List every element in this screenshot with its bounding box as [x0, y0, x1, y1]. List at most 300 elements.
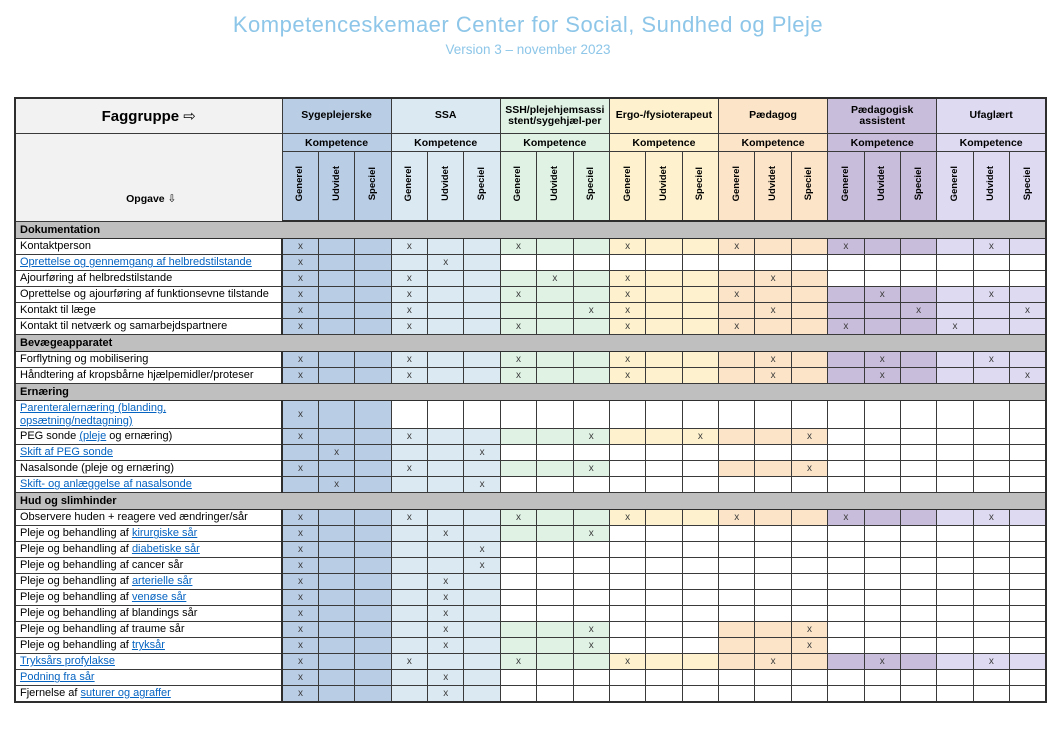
faggruppe-label: Faggruppe: [101, 108, 180, 125]
level-label: Generel: [621, 165, 633, 202]
competence-cell-p-dagog-udvidet: [755, 445, 791, 461]
competence-cell-p-dagogisk-assistent-speciel: [900, 319, 936, 335]
competence-cell-ssh-plejehjemsassistent-sygehj-l-per-speciel: [573, 239, 609, 255]
competence-cell-sygeplejerske-udvidet: [318, 686, 354, 702]
competence-cell-ssh-plejehjemsassistent-sygehj-l-per-udvidet: [537, 654, 573, 670]
competence-cell-p-dagog-udvidet: x: [755, 271, 791, 287]
competence-cell-p-dagog-udvidet: [755, 590, 791, 606]
level-header-ufagl-rt-udvidet: [973, 152, 1009, 222]
competence-cell-p-dagogisk-assistent-generel: [828, 638, 864, 654]
competence-cell-p-dagogisk-assistent-speciel: [900, 477, 936, 493]
task-row: [15, 558, 1046, 574]
competence-cell-sygeplejerske-udvidet: [318, 526, 354, 542]
competence-cell-ssa-generel: x: [391, 303, 427, 319]
competence-cell-ufagl-rt-udvidet: x: [973, 352, 1009, 368]
competence-cell-ufagl-rt-generel: [937, 574, 973, 590]
competence-cell-ssh-plejehjemsassistent-sygehj-l-per-speciel: [573, 271, 609, 287]
competence-cell-p-dagogisk-assistent-generel: [828, 429, 864, 445]
task-link[interactable]: Skift- og anlæggelse af nasalsonde: [20, 478, 192, 491]
task-link[interactable]: suturer og agraffer: [80, 687, 171, 699]
competence-cell-ergo-fysioterapeut-speciel: [682, 319, 718, 335]
competence-cell-ssh-plejehjemsassistent-sygehj-l-per-udvidet: [537, 445, 573, 461]
competence-cell-p-dagogisk-assistent-generel: [828, 654, 864, 670]
competence-cell-ufagl-rt-udvidet: [973, 686, 1009, 702]
section-row-bev-geapparatet: [15, 335, 1046, 352]
competence-cell-p-dagog-generel: [719, 590, 755, 606]
competence-cell-ssa-generel: x: [391, 319, 427, 335]
competence-cell-ssh-plejehjemsassistent-sygehj-l-per-speciel: [573, 670, 609, 686]
kompetence-header-ssh-plejehjemsassistent-sygehj-l-per: Kompetence: [500, 134, 609, 152]
competence-cell-p-dagog-speciel: [791, 319, 827, 335]
competence-cell-sygeplejerske-speciel: [355, 401, 391, 429]
competence-cell-p-dagog-generel: [719, 429, 755, 445]
section-row-dokumentation: [15, 221, 1046, 239]
competence-cell-ssa-udvidet: [428, 401, 464, 429]
task-row: [15, 526, 1046, 542]
competence-cell-ufagl-rt-speciel: [1010, 574, 1047, 590]
competence-cell-p-dagogisk-assistent-generel: [828, 686, 864, 702]
task-text: Forflytning og mobilisering: [20, 353, 149, 366]
competence-cell-p-dagogisk-assistent-generel: [828, 255, 864, 271]
group-header-ergo-fysioterapeut: Ergo-/fysioterapeut: [609, 98, 718, 134]
task-link[interactable]: Tryksårs profylakse: [20, 655, 115, 668]
level-label: Speciel: [1021, 166, 1033, 201]
section-label: Ernæring: [15, 384, 1046, 401]
competence-cell-p-dagog-speciel: [791, 445, 827, 461]
competence-cell-p-dagog-speciel: x: [791, 429, 827, 445]
competence-cell-ufagl-rt-generel: [937, 271, 973, 287]
competence-cell-p-dagog-udvidet: [755, 239, 791, 255]
competence-cell-p-dagogisk-assistent-speciel: [900, 574, 936, 590]
down-arrow-icon: ⇩: [167, 192, 177, 205]
competence-cell-ufagl-rt-speciel: [1010, 654, 1047, 670]
level-header-ssh-plejehjemsassistent-sygehj-l-per-udvidet: [537, 152, 573, 222]
competence-cell-sygeplejerske-udvidet: [318, 255, 354, 271]
competence-cell-ufagl-rt-generel: [937, 239, 973, 255]
competence-cell-ssh-plejehjemsassistent-sygehj-l-per-udvidet: [537, 401, 573, 429]
competence-cell-ufagl-rt-udvidet: [973, 670, 1009, 686]
competence-cell-ergo-fysioterapeut-speciel: [682, 574, 718, 590]
competence-cell-sygeplejerske-udvidet: [318, 461, 354, 477]
competence-cell-ssh-plejehjemsassistent-sygehj-l-per-udvidet: [537, 542, 573, 558]
competence-cell-ergo-fysioterapeut-speciel: [682, 401, 718, 429]
competence-cell-ssa-udvidet: [428, 477, 464, 493]
competence-cell-p-dagogisk-assistent-speciel: [900, 429, 936, 445]
competence-cell-p-dagog-generel: [719, 352, 755, 368]
competence-cell-ssh-plejehjemsassistent-sygehj-l-per-speciel: [573, 477, 609, 493]
level-label: Speciel: [912, 166, 924, 201]
task-text: og ernæring): [106, 430, 173, 443]
level-header-ssa-speciel: [464, 152, 500, 222]
task-label: [15, 461, 282, 477]
competence-cell-sygeplejerske-generel: x: [282, 429, 318, 445]
competence-cell-p-dagog-speciel: [791, 606, 827, 622]
competence-cell-ufagl-rt-udvidet: [973, 429, 1009, 445]
competence-cell-ufagl-rt-speciel: [1010, 670, 1047, 686]
competence-cell-ssa-speciel: [464, 287, 500, 303]
level-header-ergo-fysioterapeut-speciel: [682, 152, 718, 222]
faggruppe-header: [15, 98, 282, 134]
competence-cell-sygeplejerske-udvidet: [318, 239, 354, 255]
level-header-sygeplejerske-udvidet: [318, 152, 354, 222]
competence-cell-sygeplejerske-speciel: [355, 429, 391, 445]
competence-cell-p-dagogisk-assistent-generel: [828, 526, 864, 542]
task-text: Håndtering af kropsbårne hjælpemidler/proteser: [20, 369, 254, 382]
competence-cell-ssh-plejehjemsassistent-sygehj-l-per-udvidet: [537, 638, 573, 654]
competence-cell-ssa-generel: [391, 526, 427, 542]
competence-cell-p-dagogisk-assistent-speciel: [900, 271, 936, 287]
task-link[interactable]: (pleje: [79, 430, 107, 443]
competence-cell-ufagl-rt-speciel: [1010, 461, 1047, 477]
competence-cell-sygeplejerske-udvidet: [318, 287, 354, 303]
competence-cell-sygeplejerske-udvidet: [318, 319, 354, 335]
competence-cell-ufagl-rt-speciel: [1010, 401, 1047, 429]
competence-cell-ssa-generel: [391, 606, 427, 622]
competence-cell-ssa-generel: [391, 638, 427, 654]
task-label: [15, 670, 282, 686]
competence-cell-p-dagog-generel: [719, 271, 755, 287]
competence-cell-ssa-generel: [391, 542, 427, 558]
task-row: [15, 510, 1046, 526]
task-text: Kontakt til netværk og samarbejdspartnere: [20, 320, 228, 333]
task-link[interactable]: venøse sår: [131, 591, 187, 604]
competence-cell-p-dagogisk-assistent-udvidet: [864, 429, 900, 445]
competence-cell-sygeplejerske-generel: [282, 445, 318, 461]
competence-cell-ssh-plejehjemsassistent-sygehj-l-per-udvidet: [537, 574, 573, 590]
document-header: [0, 12, 1056, 57]
kompetence-header-ssa: Kompetence: [391, 134, 500, 152]
competence-cell-p-dagogisk-assistent-udvidet: [864, 526, 900, 542]
task-link[interactable]: Parenteralernæring (blanding, opsætning/nedtagning): [20, 402, 167, 427]
competence-cell-p-dagog-udvidet: [755, 510, 791, 526]
competence-cell-ergo-fysioterapeut-generel: x: [609, 319, 645, 335]
competence-cell-ergo-fysioterapeut-speciel: [682, 558, 718, 574]
task-row: [15, 477, 1046, 493]
competence-cell-sygeplejerske-speciel: [355, 638, 391, 654]
competence-cell-p-dagogisk-assistent-udvidet: [864, 461, 900, 477]
competence-cell-ssh-plejehjemsassistent-sygehj-l-per-speciel: x: [573, 638, 609, 654]
level-header-p-dagogisk-assistent-speciel: [900, 152, 936, 222]
competence-cell-p-dagogisk-assistent-speciel: [900, 558, 936, 574]
competence-cell-sygeplejerske-udvidet: [318, 622, 354, 638]
competence-cell-p-dagog-generel: [719, 654, 755, 670]
competence-cell-sygeplejerske-speciel: [355, 319, 391, 335]
task-text: Kontaktperson: [20, 240, 91, 253]
competence-cell-ssh-plejehjemsassistent-sygehj-l-per-speciel: [573, 606, 609, 622]
competence-cell-sygeplejerske-udvidet: [318, 558, 354, 574]
competence-cell-p-dagogisk-assistent-udvidet: [864, 445, 900, 461]
competence-cell-ufagl-rt-udvidet: [973, 303, 1009, 319]
competence-cell-ufagl-rt-generel: [937, 401, 973, 429]
task-link[interactable]: kirurgiske sår: [131, 527, 198, 540]
competence-cell-ssh-plejehjemsassistent-sygehj-l-per-speciel: [573, 542, 609, 558]
task-label: [15, 574, 282, 590]
competence-cell-ergo-fysioterapeut-udvidet: [646, 255, 682, 271]
competence-cell-p-dagog-udvidet: x: [755, 368, 791, 384]
competence-cell-ergo-fysioterapeut-udvidet: [646, 622, 682, 638]
competence-cell-ufagl-rt-generel: [937, 670, 973, 686]
level-label: Udvidet: [548, 166, 560, 201]
task-link[interactable]: Oprettelse og gennemgang af helbredstilstande: [20, 256, 252, 269]
competence-cell-ufagl-rt-generel: [937, 542, 973, 558]
level-label: Udvidet: [985, 166, 997, 201]
competence-cell-p-dagogisk-assistent-udvidet: [864, 590, 900, 606]
competence-cell-ssa-speciel: [464, 461, 500, 477]
competence-cell-p-dagogisk-assistent-udvidet: [864, 271, 900, 287]
competence-cell-ergo-fysioterapeut-generel: x: [609, 368, 645, 384]
competence-cell-ergo-fysioterapeut-speciel: [682, 477, 718, 493]
competence-cell-ergo-fysioterapeut-generel: [609, 542, 645, 558]
competence-cell-p-dagog-generel: x: [719, 319, 755, 335]
task-row: [15, 654, 1046, 670]
level-header-p-dagog-speciel: [791, 152, 827, 222]
competence-cell-ufagl-rt-generel: x: [937, 319, 973, 335]
competence-cell-ergo-fysioterapeut-udvidet: [646, 542, 682, 558]
task-label: [15, 590, 282, 606]
competence-cell-p-dagogisk-assistent-generel: [828, 590, 864, 606]
task-link[interactable]: Podning fra sår: [20, 671, 95, 684]
competence-cell-p-dagog-speciel: [791, 558, 827, 574]
competence-cell-ufagl-rt-udvidet: [973, 622, 1009, 638]
task-link[interactable]: tryksår: [131, 639, 165, 652]
competence-cell-sygeplejerske-generel: x: [282, 352, 318, 368]
competence-cell-sygeplejerske-udvidet: [318, 368, 354, 384]
competence-cell-p-dagogisk-assistent-generel: [828, 352, 864, 368]
competence-cell-ssa-speciel: [464, 574, 500, 590]
competence-cell-p-dagogisk-assistent-generel: [828, 574, 864, 590]
competence-cell-ufagl-rt-udvidet: [973, 368, 1009, 384]
level-header-p-dagogisk-assistent-udvidet: [864, 152, 900, 222]
task-text: PEG sonde: [20, 430, 80, 443]
competence-table: [14, 97, 1047, 703]
competence-cell-ufagl-rt-udvidet: x: [973, 510, 1009, 526]
competence-cell-ssh-plejehjemsassistent-sygehj-l-per-speciel: x: [573, 622, 609, 638]
competence-cell-p-dagogisk-assistent-speciel: [900, 510, 936, 526]
competence-cell-p-dagog-udvidet: [755, 319, 791, 335]
section-label: Bevægeapparatet: [15, 335, 1046, 352]
competence-cell-p-dagog-udvidet: [755, 606, 791, 622]
task-label: [15, 319, 282, 335]
competence-cell-ufagl-rt-udvidet: [973, 574, 1009, 590]
competence-cell-ergo-fysioterapeut-speciel: [682, 542, 718, 558]
task-row: [15, 606, 1046, 622]
competence-cell-ssh-plejehjemsassistent-sygehj-l-per-generel: [500, 477, 536, 493]
competence-cell-sygeplejerske-speciel: [355, 526, 391, 542]
competence-cell-ssh-plejehjemsassistent-sygehj-l-per-generel: x: [500, 352, 536, 368]
competence-cell-p-dagogisk-assistent-speciel: [900, 352, 936, 368]
competence-cell-ssa-udvidet: [428, 461, 464, 477]
competence-cell-p-dagog-udvidet: [755, 526, 791, 542]
task-label: [15, 686, 282, 702]
competence-cell-p-dagog-generel: [719, 445, 755, 461]
competence-cell-sygeplejerske-generel: x: [282, 606, 318, 622]
competence-cell-ufagl-rt-udvidet: x: [973, 654, 1009, 670]
competence-cell-ergo-fysioterapeut-generel: [609, 429, 645, 445]
competence-cell-ssh-plejehjemsassistent-sygehj-l-per-udvidet: [537, 477, 573, 493]
level-header-ssh-plejehjemsassistent-sygehj-l-per-speciel: [573, 152, 609, 222]
task-label: [15, 401, 282, 429]
competence-cell-ergo-fysioterapeut-generel: x: [609, 654, 645, 670]
competence-cell-ssh-plejehjemsassistent-sygehj-l-per-generel: [500, 271, 536, 287]
competence-cell-ssh-plejehjemsassistent-sygehj-l-per-udvidet: x: [537, 271, 573, 287]
competence-cell-p-dagogisk-assistent-generel: [828, 287, 864, 303]
task-row: [15, 239, 1046, 255]
competence-cell-p-dagogisk-assistent-udvidet: x: [864, 352, 900, 368]
competence-cell-p-dagog-speciel: [791, 303, 827, 319]
competence-cell-ssh-plejehjemsassistent-sygehj-l-per-generel: x: [500, 287, 536, 303]
competence-cell-ufagl-rt-udvidet: [973, 477, 1009, 493]
competence-cell-p-dagog-speciel: [791, 352, 827, 368]
competence-cell-ssa-udvidet: [428, 319, 464, 335]
group-header-p-dagogisk-assistent: Pædagogisk assistent: [828, 98, 937, 134]
competence-cell-p-dagog-generel: [719, 526, 755, 542]
competence-cell-ssa-speciel: [464, 255, 500, 271]
competence-cell-p-dagogisk-assistent-generel: x: [828, 510, 864, 526]
competence-cell-ssa-udvidet: x: [428, 686, 464, 702]
competence-cell-p-dagog-udvidet: [755, 638, 791, 654]
competence-cell-ergo-fysioterapeut-udvidet: [646, 558, 682, 574]
competence-cell-p-dagog-generel: [719, 574, 755, 590]
competence-cell-ufagl-rt-generel: [937, 654, 973, 670]
competence-cell-p-dagog-speciel: x: [791, 622, 827, 638]
competence-cell-ssh-plejehjemsassistent-sygehj-l-per-speciel: [573, 319, 609, 335]
competence-cell-p-dagogisk-assistent-udvidet: [864, 622, 900, 638]
competence-cell-p-dagogisk-assistent-speciel: [900, 590, 936, 606]
task-link[interactable]: Skift af PEG sonde: [20, 446, 113, 459]
competence-cell-ergo-fysioterapeut-speciel: [682, 352, 718, 368]
level-label: Generel: [730, 165, 742, 202]
task-label: [15, 526, 282, 542]
competence-cell-ufagl-rt-speciel: [1010, 606, 1047, 622]
competence-cell-ssa-generel: [391, 686, 427, 702]
competence-cell-ssa-speciel: [464, 606, 500, 622]
competence-cell-p-dagog-udvidet: [755, 429, 791, 445]
competence-cell-sygeplejerske-speciel: [355, 542, 391, 558]
competence-cell-ssh-plejehjemsassistent-sygehj-l-per-speciel: [573, 686, 609, 702]
competence-cell-p-dagogisk-assistent-speciel: [900, 287, 936, 303]
competence-cell-ergo-fysioterapeut-speciel: [682, 510, 718, 526]
task-label: [15, 287, 282, 303]
competence-cell-ssh-plejehjemsassistent-sygehj-l-per-speciel: [573, 654, 609, 670]
competence-cell-sygeplejerske-speciel: [355, 368, 391, 384]
competence-cell-ssa-speciel: [464, 622, 500, 638]
competence-cell-ergo-fysioterapeut-speciel: [682, 654, 718, 670]
competence-cell-p-dagog-speciel: [791, 542, 827, 558]
competence-cell-ergo-fysioterapeut-speciel: [682, 368, 718, 384]
competence-cell-ufagl-rt-speciel: [1010, 638, 1047, 654]
competence-cell-ergo-fysioterapeut-udvidet: [646, 401, 682, 429]
competence-cell-p-dagogisk-assistent-udvidet: [864, 239, 900, 255]
task-text: Pleje og behandling af: [20, 543, 132, 556]
competence-cell-ergo-fysioterapeut-udvidet: [646, 239, 682, 255]
competence-cell-ergo-fysioterapeut-udvidet: [646, 368, 682, 384]
competence-cell-p-dagogisk-assistent-udvidet: [864, 303, 900, 319]
competence-cell-p-dagog-generel: [719, 401, 755, 429]
competence-cell-ufagl-rt-udvidet: x: [973, 287, 1009, 303]
competence-cell-ssa-speciel: x: [464, 445, 500, 461]
task-row: [15, 255, 1046, 271]
competence-cell-ufagl-rt-udvidet: [973, 255, 1009, 271]
competence-cell-p-dagogisk-assistent-generel: [828, 622, 864, 638]
competence-cell-ssa-speciel: [464, 686, 500, 702]
competence-cell-ergo-fysioterapeut-generel: [609, 445, 645, 461]
competence-cell-p-dagog-udvidet: [755, 542, 791, 558]
competence-cell-ergo-fysioterapeut-udvidet: [646, 319, 682, 335]
section-label: Dokumentation: [15, 221, 1046, 239]
level-header-ssh-plejehjemsassistent-sygehj-l-per-generel: [500, 152, 536, 222]
competence-cell-p-dagog-generel: x: [719, 239, 755, 255]
task-row: [15, 303, 1046, 319]
competence-cell-ssa-generel: x: [391, 239, 427, 255]
competence-cell-p-dagog-udvidet: x: [755, 352, 791, 368]
competence-cell-sygeplejerske-speciel: [355, 606, 391, 622]
competence-cell-ssh-plejehjemsassistent-sygehj-l-per-speciel: [573, 445, 609, 461]
competence-cell-ufagl-rt-speciel: [1010, 510, 1047, 526]
competence-cell-ufagl-rt-speciel: [1010, 287, 1047, 303]
competence-cell-ssa-generel: x: [391, 368, 427, 384]
task-link[interactable]: diabetiske sår: [131, 543, 200, 556]
competence-cell-p-dagogisk-assistent-generel: [828, 670, 864, 686]
task-label: [15, 429, 282, 445]
competence-cell-p-dagog-speciel: [791, 239, 827, 255]
competence-cell-sygeplejerske-udvidet: [318, 670, 354, 686]
competence-cell-sygeplejerske-udvidet: [318, 542, 354, 558]
competence-cell-p-dagog-udvidet: [755, 461, 791, 477]
competence-cell-ssh-plejehjemsassistent-sygehj-l-per-speciel: [573, 401, 609, 429]
competence-cell-ssa-speciel: [464, 590, 500, 606]
page-title: Kompetenceskemaer Center for Social, Sundhed og Pleje: [232, 12, 824, 37]
competence-cell-ssa-speciel: x: [464, 477, 500, 493]
competence-cell-p-dagog-udvidet: [755, 670, 791, 686]
competence-cell-p-dagog-udvidet: [755, 558, 791, 574]
level-header-ufagl-rt-generel: [937, 152, 973, 222]
competence-cell-p-dagog-generel: [719, 606, 755, 622]
competence-cell-ssh-plejehjemsassistent-sygehj-l-per-udvidet: [537, 239, 573, 255]
competence-cell-ergo-fysioterapeut-generel: [609, 401, 645, 429]
competence-cell-ufagl-rt-speciel: [1010, 590, 1047, 606]
competence-cell-ssa-generel: x: [391, 271, 427, 287]
competence-cell-ergo-fysioterapeut-udvidet: [646, 606, 682, 622]
task-link[interactable]: arterielle sår: [131, 575, 193, 588]
competence-cell-sygeplejerske-udvidet: [318, 271, 354, 287]
competence-cell-ssh-plejehjemsassistent-sygehj-l-per-generel: [500, 606, 536, 622]
competence-cell-ssh-plejehjemsassistent-sygehj-l-per-generel: x: [500, 319, 536, 335]
competence-cell-ssh-plejehjemsassistent-sygehj-l-per-speciel: [573, 590, 609, 606]
competence-cell-p-dagog-speciel: [791, 510, 827, 526]
competence-cell-p-dagog-generel: [719, 303, 755, 319]
task-text: Pleje og behandling af: [20, 575, 132, 588]
competence-cell-p-dagog-speciel: [791, 654, 827, 670]
competence-cell-ssh-plejehjemsassistent-sygehj-l-per-generel: [500, 670, 536, 686]
competence-cell-sygeplejerske-generel: x: [282, 401, 318, 429]
level-label: Udvidet: [657, 166, 669, 201]
competence-cell-ssa-generel: x: [391, 461, 427, 477]
competence-cell-ufagl-rt-generel: [937, 287, 973, 303]
competence-cell-ssh-plejehjemsassistent-sygehj-l-per-generel: [500, 255, 536, 271]
competence-cell-ergo-fysioterapeut-speciel: [682, 271, 718, 287]
competence-cell-ssh-plejehjemsassistent-sygehj-l-per-udvidet: [537, 352, 573, 368]
competence-cell-sygeplejerske-generel: x: [282, 239, 318, 255]
group-header-sygeplejerske: Sygeplejerske: [282, 98, 391, 134]
competence-cell-ufagl-rt-speciel: [1010, 352, 1047, 368]
competence-cell-ufagl-rt-generel: [937, 622, 973, 638]
competence-cell-ergo-fysioterapeut-generel: x: [609, 303, 645, 319]
competence-cell-ssa-generel: [391, 401, 427, 429]
competence-cell-ergo-fysioterapeut-generel: x: [609, 271, 645, 287]
competence-cell-ergo-fysioterapeut-udvidet: [646, 477, 682, 493]
competence-cell-p-dagogisk-assistent-udvidet: x: [864, 287, 900, 303]
competence-cell-sygeplejerske-generel: x: [282, 622, 318, 638]
